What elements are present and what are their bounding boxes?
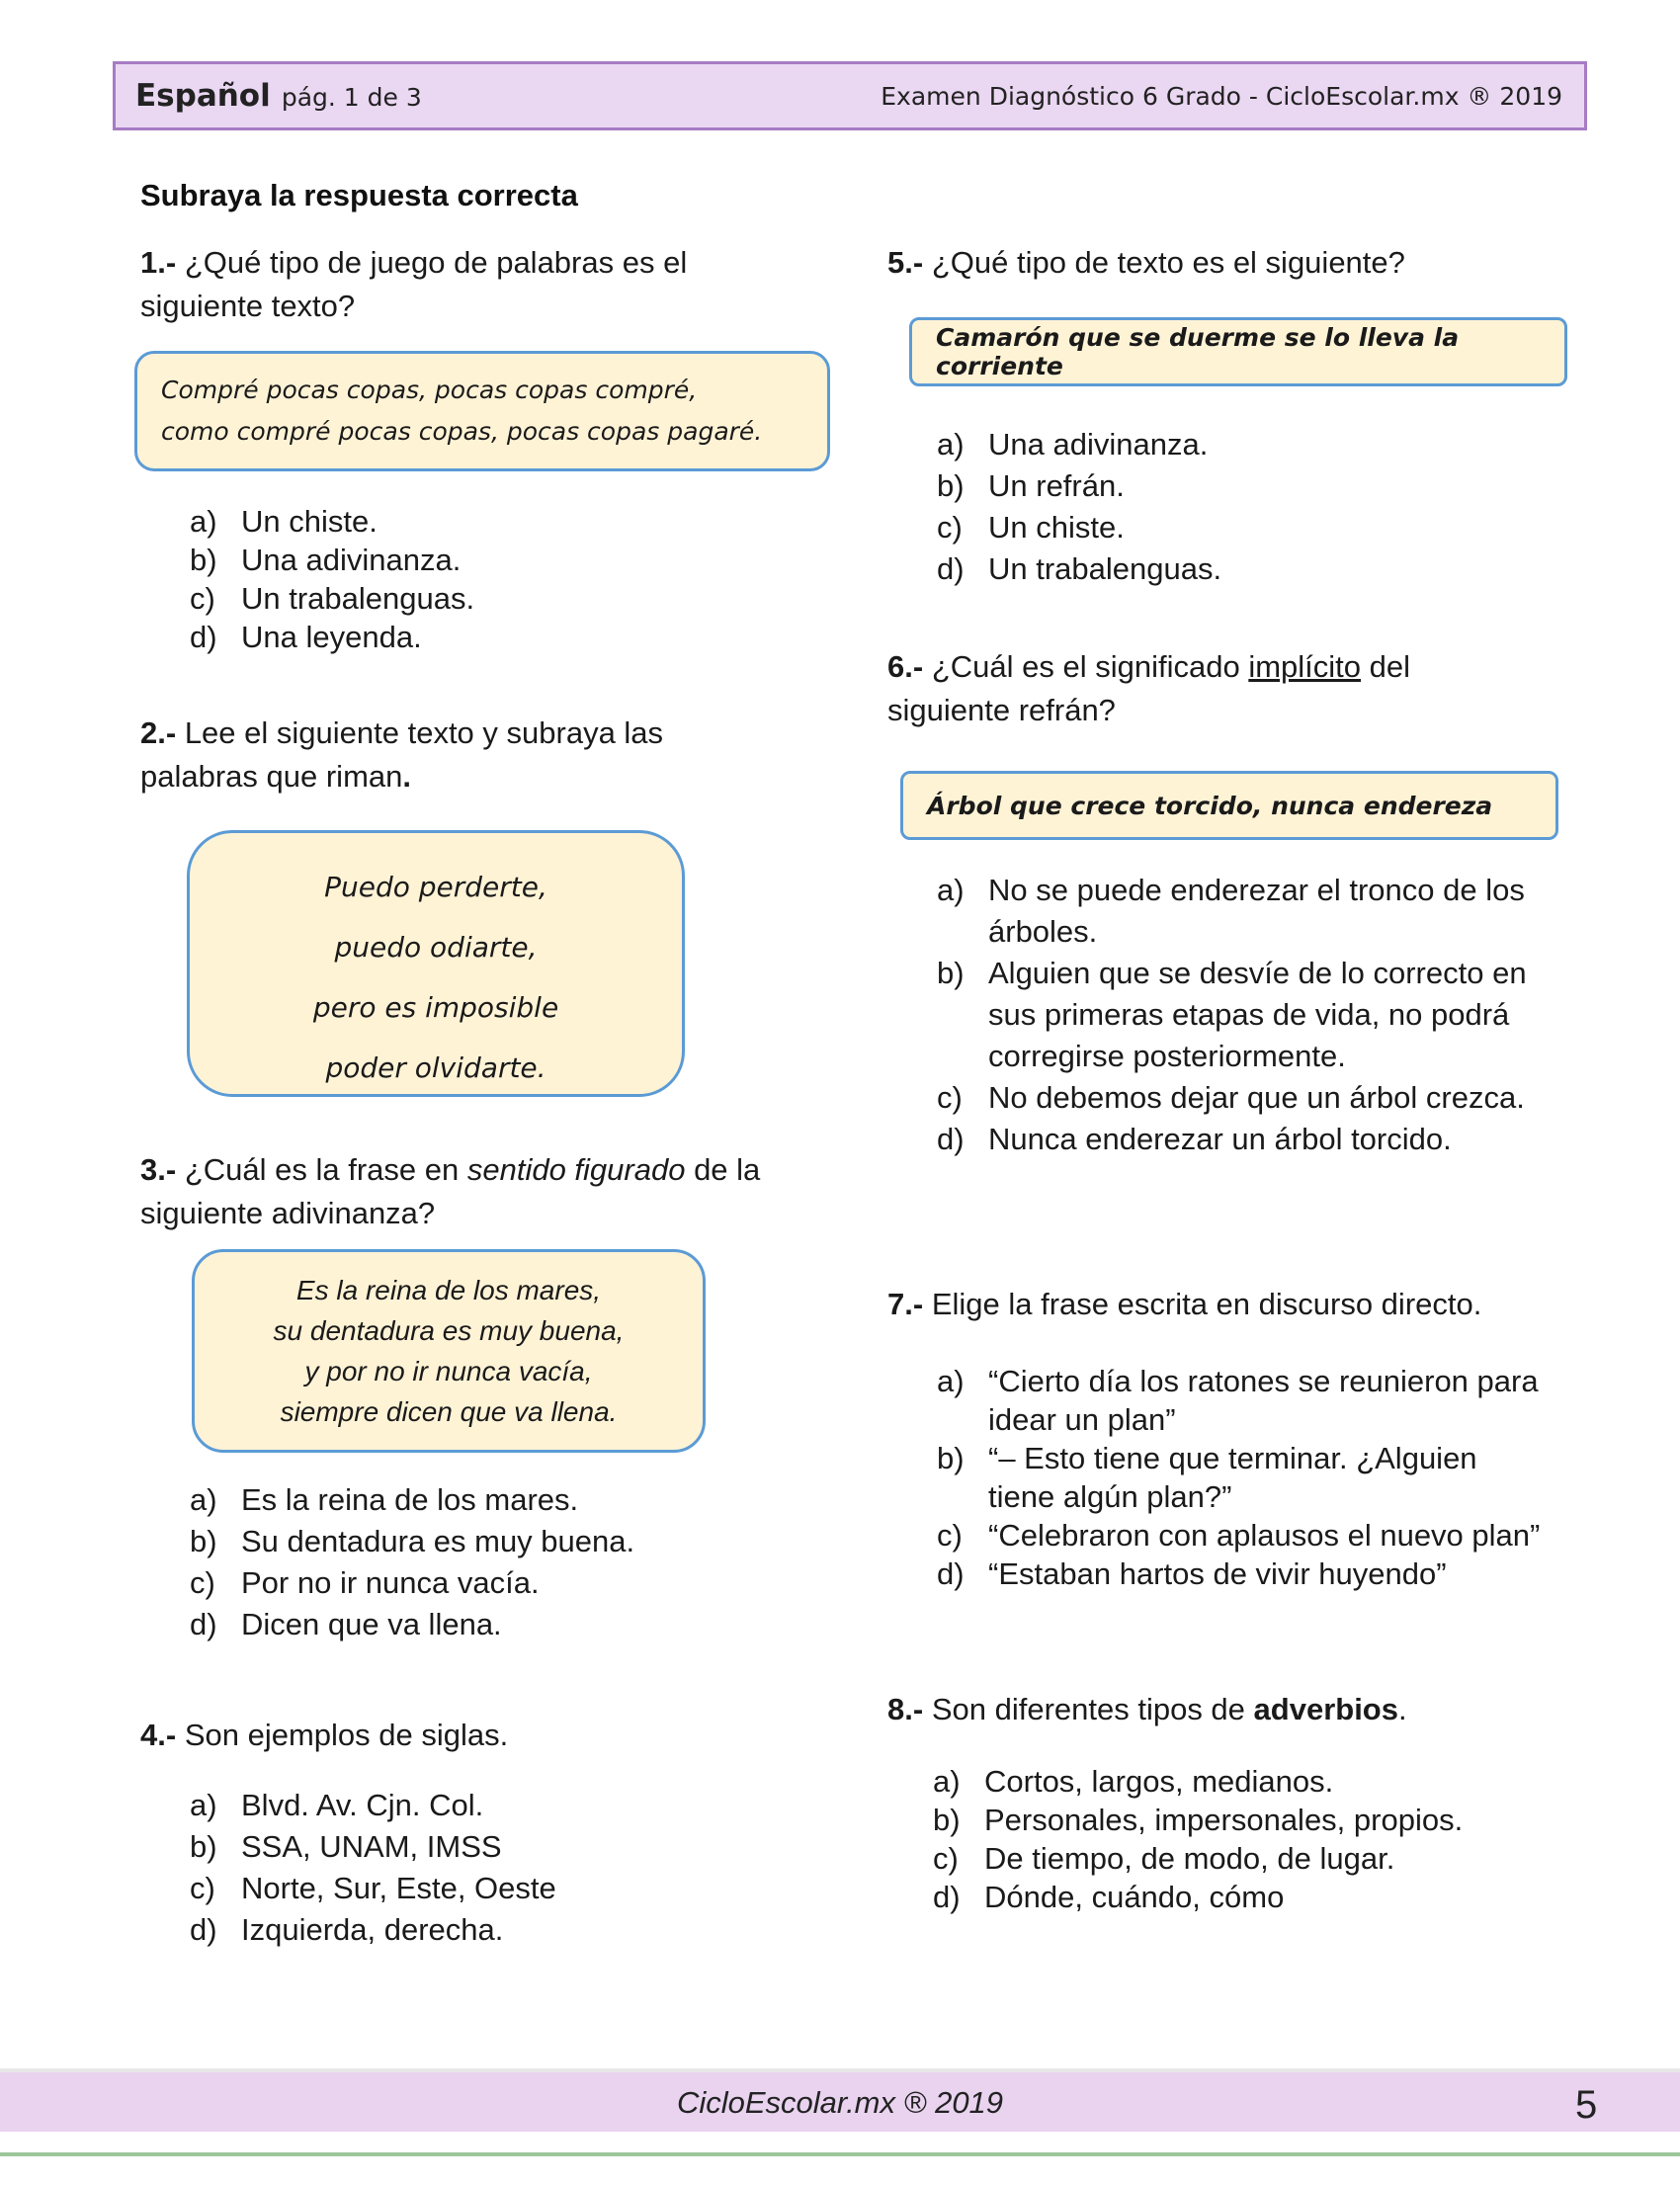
option-letter: c): [937, 1518, 963, 1553]
options-list-7: [937, 1362, 1550, 1593]
option-letter: a): [190, 1788, 217, 1822]
option-letter: d): [933, 1880, 961, 1914]
option-letter: c): [190, 1565, 215, 1600]
riddle-line: Es la reina de los mares,: [295, 1275, 602, 1305]
option-text: “Estaban hartos de vivir huyendo”: [988, 1556, 1447, 1591]
exam-title: Examen Diagnóstico 6 Grado - CicloEscolar.mx ® 2019: [881, 81, 1562, 111]
option-letter: c): [190, 581, 215, 616]
option-d[interactable]: [937, 548, 1550, 590]
option-a[interactable]: [937, 870, 1550, 953]
options-list-6: [937, 870, 1550, 1160]
option-a[interactable]: [190, 1785, 783, 1826]
option-text: Un trabalenguas.: [988, 551, 1222, 586]
option-text: Su dentadura es muy buena.: [241, 1524, 635, 1558]
option-letter: b): [190, 543, 217, 577]
option-text: Dicen que va llena.: [241, 1607, 502, 1641]
question-text: Son ejemplos de siglas.: [184, 1718, 509, 1752]
option-text: Personales, impersonales, propios.: [984, 1803, 1464, 1837]
footer-text: CicloEscolar.mx ® 2019: [676, 2085, 1004, 2120]
question-4: [140, 1714, 783, 1757]
option-c[interactable]: [190, 1562, 783, 1604]
question-6: [887, 645, 1520, 732]
question-number: 7.-: [887, 1287, 924, 1321]
option-letter: d): [937, 551, 965, 586]
option-text: “Cierto día los ratones se reunieron para idear un plan”: [988, 1364, 1539, 1437]
option-letter: d): [937, 1122, 965, 1156]
option-letter: a): [190, 504, 217, 539]
option-c[interactable]: [937, 1516, 1550, 1555]
quote-line: Compré pocas copas, pocas copas compré,: [161, 376, 698, 404]
quote-box-6: [900, 771, 1558, 840]
option-c[interactable]: [937, 1077, 1550, 1119]
option-text: No debemos dejar que un árbol crezca.: [988, 1080, 1525, 1115]
subject-title: Español: [135, 78, 271, 114]
question-number: 1.-: [140, 245, 177, 280]
option-letter: b): [190, 1524, 217, 1558]
options-list-1: [190, 502, 783, 656]
option-letter: a): [933, 1764, 961, 1799]
option-text: Una adivinanza.: [988, 427, 1209, 462]
option-letter: d): [190, 1607, 217, 1641]
option-c[interactable]: [933, 1839, 1546, 1878]
option-text: De tiempo, de modo, de lugar.: [984, 1841, 1395, 1876]
option-b[interactable]: [933, 1801, 1546, 1839]
riddle-box: [192, 1249, 706, 1453]
option-b[interactable]: [937, 465, 1550, 507]
option-letter: b): [937, 468, 965, 503]
quote-text: Camarón que se duerme se lo lleva la corriente: [936, 323, 1460, 380]
question-number: 4.-: [140, 1718, 177, 1752]
option-b[interactable]: [937, 953, 1550, 1077]
option-text: Un trabalenguas.: [241, 581, 475, 616]
question-text-underlined: implícito: [1248, 649, 1362, 684]
option-letter: a): [190, 1482, 217, 1517]
option-letter: a): [937, 1364, 965, 1398]
option-a[interactable]: [937, 1362, 1550, 1439]
option-letter: b): [937, 956, 965, 990]
option-letter: b): [190, 1829, 217, 1864]
option-a[interactable]: [933, 1762, 1546, 1801]
question-text: .: [1397, 1692, 1407, 1726]
option-d[interactable]: [933, 1878, 1546, 1916]
header-left: [135, 78, 422, 114]
options-list-4: [190, 1785, 783, 1951]
option-text: Izquierda, derecha.: [241, 1912, 504, 1947]
question-2: [140, 712, 753, 798]
option-letter: d): [190, 620, 217, 654]
question-text: ¿Cuál es la frase en: [184, 1152, 467, 1187]
quote-line: como compré pocas copas, pocas copas pagaré.: [161, 417, 763, 446]
question-3: [140, 1148, 783, 1235]
option-letter: c): [933, 1841, 959, 1876]
question-text: Lee el siguiente texto y subraya las palabras que riman: [140, 715, 664, 794]
option-text: Norte, Sur, Este, Oeste: [241, 1871, 556, 1905]
option-b[interactable]: [190, 541, 783, 579]
riddle-line: siempre dicen que va llena.: [280, 1396, 618, 1427]
question-7: [887, 1283, 1530, 1326]
question-number: 8.-: [887, 1692, 924, 1726]
option-text: Blvd. Av. Cjn. Col.: [241, 1788, 484, 1822]
option-c[interactable]: [190, 1868, 783, 1909]
question-text: ¿Cuál es el significado: [931, 649, 1249, 684]
option-text: Es la reina de los mares.: [241, 1482, 579, 1517]
option-text: Dónde, cuándo, cómo: [984, 1880, 1285, 1914]
option-d[interactable]: [190, 1909, 783, 1951]
option-d[interactable]: [190, 1604, 783, 1645]
option-text: Por no ir nunca vacía.: [241, 1565, 540, 1600]
option-text: Un refrán.: [988, 468, 1125, 503]
option-b[interactable]: [190, 1521, 783, 1562]
option-text: Un chiste.: [988, 510, 1125, 545]
option-text: Alguien que se desvíe de lo correcto en sus primeras etapas de vida, no podrá corregirse posteriormente.: [988, 956, 1527, 1073]
options-list-3: [190, 1479, 783, 1645]
option-letter: b): [937, 1441, 965, 1475]
option-b[interactable]: [937, 1439, 1550, 1516]
question-number: 3.-: [140, 1152, 177, 1187]
option-text: Un chiste.: [241, 504, 378, 539]
footer-divider: [0, 2152, 1680, 2156]
option-text: Nunca enderezar un árbol torcido.: [988, 1122, 1452, 1156]
question-1: [140, 241, 783, 328]
option-text: “– Esto tiene que terminar. ¿Alguien tiene algún plan?”: [988, 1441, 1477, 1514]
page-header: [113, 61, 1587, 130]
riddle-line: su dentadura es muy buena,: [273, 1315, 625, 1346]
option-letter: c): [937, 510, 963, 545]
poem-line: poder olvidarte.: [325, 1051, 546, 1084]
question-text: Son diferentes tipos de: [931, 1692, 1254, 1726]
option-a[interactable]: [190, 502, 783, 541]
options-list-8: [933, 1762, 1546, 1916]
question-number: 5.-: [887, 245, 924, 280]
poem-line: puedo odiarte,: [334, 931, 538, 964]
option-text: SSA, UNAM, IMSS: [241, 1829, 502, 1864]
option-letter: c): [937, 1080, 963, 1115]
option-letter: c): [190, 1871, 215, 1905]
options-list-5: [937, 424, 1550, 590]
quote-text: Árbol que crece torcido, nunca endereza: [927, 791, 1493, 820]
question-text-end: .: [402, 759, 412, 794]
question-text: ¿Qué tipo de texto es el siguiente?: [931, 245, 1405, 280]
quote-box-1: [134, 351, 830, 471]
question-number: 2.-: [140, 715, 177, 750]
option-text: “Celebraron con aplausos el nuevo plan”: [988, 1518, 1541, 1553]
option-letter: a): [937, 873, 965, 907]
option-c[interactable]: [190, 579, 783, 618]
option-c[interactable]: [937, 507, 1550, 548]
question-text: de la siguiente adivinanza?: [140, 1152, 761, 1230]
question-text: del siguiente refrán?: [887, 649, 1410, 727]
poem-line: Puedo perderte,: [324, 871, 547, 903]
option-a[interactable]: [937, 424, 1550, 465]
page-number: 5: [1575, 2083, 1598, 2127]
option-text: Una adivinanza.: [241, 543, 462, 577]
option-d[interactable]: [190, 618, 783, 656]
poem-box: [187, 830, 685, 1097]
instruction: Subraya la respuesta correcta: [140, 178, 578, 212]
option-b[interactable]: [190, 1826, 783, 1868]
question-8: [887, 1688, 1530, 1731]
poem-line: pero es imposible: [312, 991, 559, 1024]
page-indicator: pág. 1 de 3: [281, 83, 422, 112]
question-text: ¿Qué tipo de juego de palabras es el siguiente texto?: [140, 245, 688, 323]
option-letter: b): [933, 1803, 961, 1837]
question-text: Elige la frase escrita en discurso directo.: [931, 1287, 1482, 1321]
question-text-bold: adverbios: [1253, 1692, 1398, 1726]
riddle-line: y por no ir nunca vacía,: [304, 1356, 593, 1387]
option-text: No se puede enderezar el tronco de los árboles.: [988, 873, 1525, 949]
option-d[interactable]: [937, 1119, 1550, 1160]
option-letter: a): [937, 427, 965, 462]
option-letter: d): [937, 1556, 965, 1591]
question-number: 6.-: [887, 649, 924, 684]
option-a[interactable]: [190, 1479, 783, 1521]
option-text: Cortos, largos, medianos.: [984, 1764, 1334, 1799]
question-5: [887, 241, 1530, 285]
option-letter: d): [190, 1912, 217, 1947]
quote-box-5: [909, 317, 1567, 386]
question-text-emphasis: sentido figurado: [466, 1152, 686, 1187]
option-d[interactable]: [937, 1555, 1550, 1593]
option-text: Una leyenda.: [241, 620, 422, 654]
